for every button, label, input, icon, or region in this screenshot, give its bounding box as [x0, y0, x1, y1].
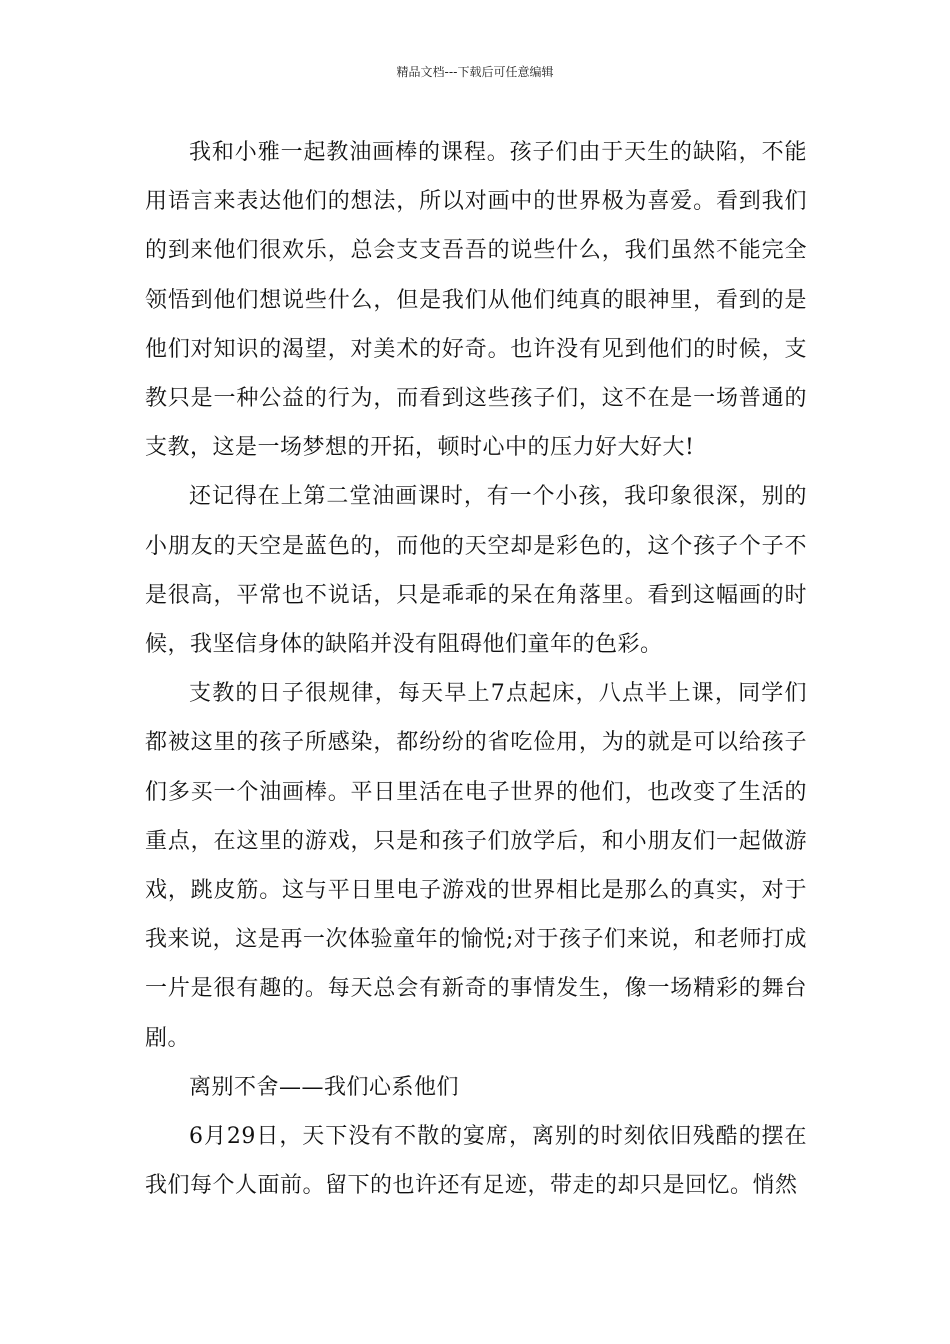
paragraph-3: 支教的日子很规律，每天早上7点起床，八点半上课，同学们都被这里的孩子所感染，都纷纷的省吃俭用，为的就是可以给孩子们多买一个油画棒。平日里活在电子世界的他们，也改变了生活的重点，在这里的游戏，只是和孩子们放学后，和小朋友们一起做游戏，跳皮筋。这与平日里电子游戏的世界相比是那么的真实，对于我来说，这是再一次体验童年的愉悦;对于孩子们来说，和老师打成一片是很有趣的。每天总会有新奇的事情发生，像一场精彩的舞台剧。: [145, 681, 807, 1051]
paragraph-1: 我和小雅一起教油画棒的课程。孩子们由于天生的缺陷，不能用语言来表达他们的想法，所以对画中的世界极为喜爱。看到我们的到来他们很欢乐，总会支支吾吾的说些什么，我们虽然不能完全领悟到他们想说些什么，但是我们从他们纯真的眼神里，看到的是他们对知识的渴望，对美术的好奇。也许没有见到他们的时候，支教只是一种公益的行为，而看到这些孩子们，这不在是一场普通的支教，这是一场梦想的开拓，顿时心中的压力好大好大!: [145, 140, 807, 461]
page-header: 精品文档---下载后可任意编辑: [396, 65, 554, 79]
section-heading: 离别不舍——我们心系他们: [189, 1074, 460, 1100]
paragraph-2: 还记得在上第二堂油画课时，有一个小孩，我印象很深，别的小朋友的天空是蓝色的，而他的天空却是彩色的，这个孩子个子不是很高，平常也不说话，只是乖乖的呆在角落里。看到这幅画的时候，我坚信身体的缺陷并没有阻碍他们童年的色彩。: [145, 484, 807, 658]
document-body: [145, 128, 807, 1210]
paragraph-4: 6月29日，天下没有不散的宴席，离别的时刻依旧残酷的摆在我们每个人面前。留下的也许还有足迹，带走的却只是回忆。悄然: [145, 1124, 807, 1199]
